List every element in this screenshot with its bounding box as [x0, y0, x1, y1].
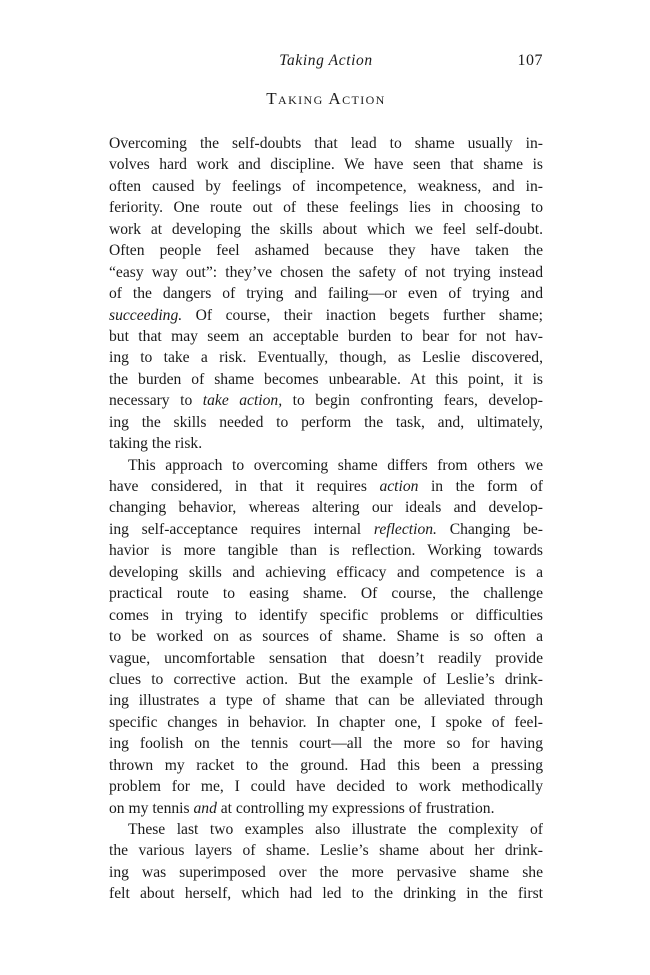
text-line: [109, 840, 543, 861]
text-segment: changing behavior, whereas altering our ideals and develop-: [109, 499, 543, 517]
text-segment: necessary to: [109, 392, 203, 410]
text-segment: thrown my racket to the ground. Had this been a pressing: [109, 756, 543, 774]
text-line: [109, 497, 543, 518]
text-line: [109, 819, 543, 840]
text-line: [109, 305, 543, 326]
text-segment: ing illustrates a type of shame that can be alleviated through: [109, 692, 543, 710]
text-line: [109, 605, 543, 626]
text-segment: in the form of: [418, 478, 544, 495]
text-segment: practical route to easing shame. Of course, the challenge: [109, 585, 543, 603]
text-segment: the burden of shame becomes unbearable. At this point, it is: [109, 370, 543, 388]
text-segment: the various layers of shame. Leslie’s shame about her drink-: [109, 842, 543, 860]
text-segment: volves hard work and discipline. We have seen that shame is: [109, 156, 543, 174]
text-line: [109, 262, 543, 283]
text-line: [109, 712, 543, 733]
text-line: [109, 562, 543, 583]
text-segment: to begin confronting fears, develop-: [282, 392, 543, 410]
text-line: [109, 669, 543, 690]
text-segment: “easy way out”: they’ve chosen the safety of not trying instead: [109, 263, 543, 281]
text-segment: ing self-acceptance requires internal: [109, 520, 374, 538]
text-segment: Often people feel ashamed because they have taken the: [109, 242, 543, 260]
italic-emphasis: succeeding.: [109, 306, 183, 324]
text-segment: felt about herself, which had led to the drinking in the first: [109, 885, 543, 903]
italic-emphasis: action: [379, 478, 419, 495]
text-line: [109, 798, 543, 819]
text-line: [109, 347, 543, 368]
text-line: [109, 240, 543, 261]
text-line: [109, 283, 543, 304]
text-line: [109, 733, 543, 754]
text-line: [109, 154, 543, 175]
text-line: [109, 176, 543, 197]
text-segment: taking the risk.: [109, 435, 203, 453]
running-head: [109, 52, 543, 76]
section-title: Taking Action: [266, 89, 386, 108]
text-segment: This approach to overcoming shame differs from others we: [128, 456, 543, 474]
text-line: [109, 476, 543, 497]
text-line: [109, 390, 543, 411]
body-text: [109, 133, 543, 905]
text-segment: Changing be-: [436, 520, 543, 538]
text-segment: to be worked on as sources of shame. Shame is so often a: [109, 628, 543, 646]
text-segment: at controlling my expressions of frustration.: [216, 799, 495, 817]
text-line: [109, 648, 543, 669]
text-segment: problem for me, I could have decided to work methodically: [109, 778, 543, 796]
text-line: [109, 540, 543, 561]
text-segment: vague, uncomfortable sensation that doesn’t readily provide: [109, 649, 543, 667]
italic-emphasis: take action,: [202, 392, 283, 410]
text-line: [109, 455, 543, 476]
text-line: [109, 583, 543, 604]
text-segment: developing skills and achieving efficacy and competence is a: [109, 563, 543, 581]
italic-emphasis: reflection.: [373, 520, 437, 538]
text-segment: clues to corrective action. But the example of Leslie’s drink-: [109, 670, 543, 688]
text-segment: Of course, their inaction begets further shame;: [182, 306, 543, 324]
text-segment: of the dangers of trying and failing—or even of trying and: [109, 285, 543, 303]
text-line: [109, 690, 543, 711]
running-title: Taking Action: [279, 52, 373, 69]
text-line: [109, 883, 543, 904]
text-line: [109, 862, 543, 883]
text-segment: Overcoming the self-doubts that lead to shame usually in-: [109, 135, 543, 152]
text-line: [109, 369, 543, 390]
text-line: [109, 626, 543, 647]
text-line: [109, 755, 543, 776]
text-line: [109, 133, 543, 154]
text-segment: ing the skills needed to perform the task, and, ultimately,: [109, 413, 543, 431]
text-line: [109, 219, 543, 240]
text-segment: on my tennis: [109, 799, 194, 817]
page-number: 107: [517, 52, 543, 69]
text-line: [109, 326, 543, 347]
text-segment: havior is more tangible than is reflection. Working towards: [109, 542, 543, 560]
text-segment: work at developing the skills about which we feel self-doubt.: [109, 220, 543, 238]
text-segment: ing to take a risk. Eventually, though, as Leslie discovered,: [109, 349, 543, 367]
text-line: [109, 197, 543, 218]
text-line: [109, 776, 543, 797]
text-line: [109, 519, 543, 540]
text-segment: feriority. One route out of these feelings lies in choosing to: [109, 199, 543, 217]
italic-emphasis: and: [193, 799, 217, 817]
text-segment: have considered, in that it requires: [109, 478, 380, 495]
text-segment: ing was superimposed over the more pervasive shame she: [109, 863, 543, 881]
text-line: [109, 412, 543, 433]
text-segment: often caused by feelings of incompetence, weakness, and in-: [109, 177, 543, 195]
text-segment: specific changes in behavior. In chapter one, I spoke of feel-: [109, 713, 543, 731]
text-segment: but that may seem an acceptable burden to bear for not hav-: [109, 327, 543, 345]
text-segment: ing foolish on the tennis court—all the more so for having: [109, 735, 543, 753]
text-line: [109, 433, 543, 454]
text-segment: These last two examples also illustrate the complexity of: [128, 821, 543, 838]
text-segment: comes in trying to identify specific problems or difficulties: [109, 606, 543, 624]
